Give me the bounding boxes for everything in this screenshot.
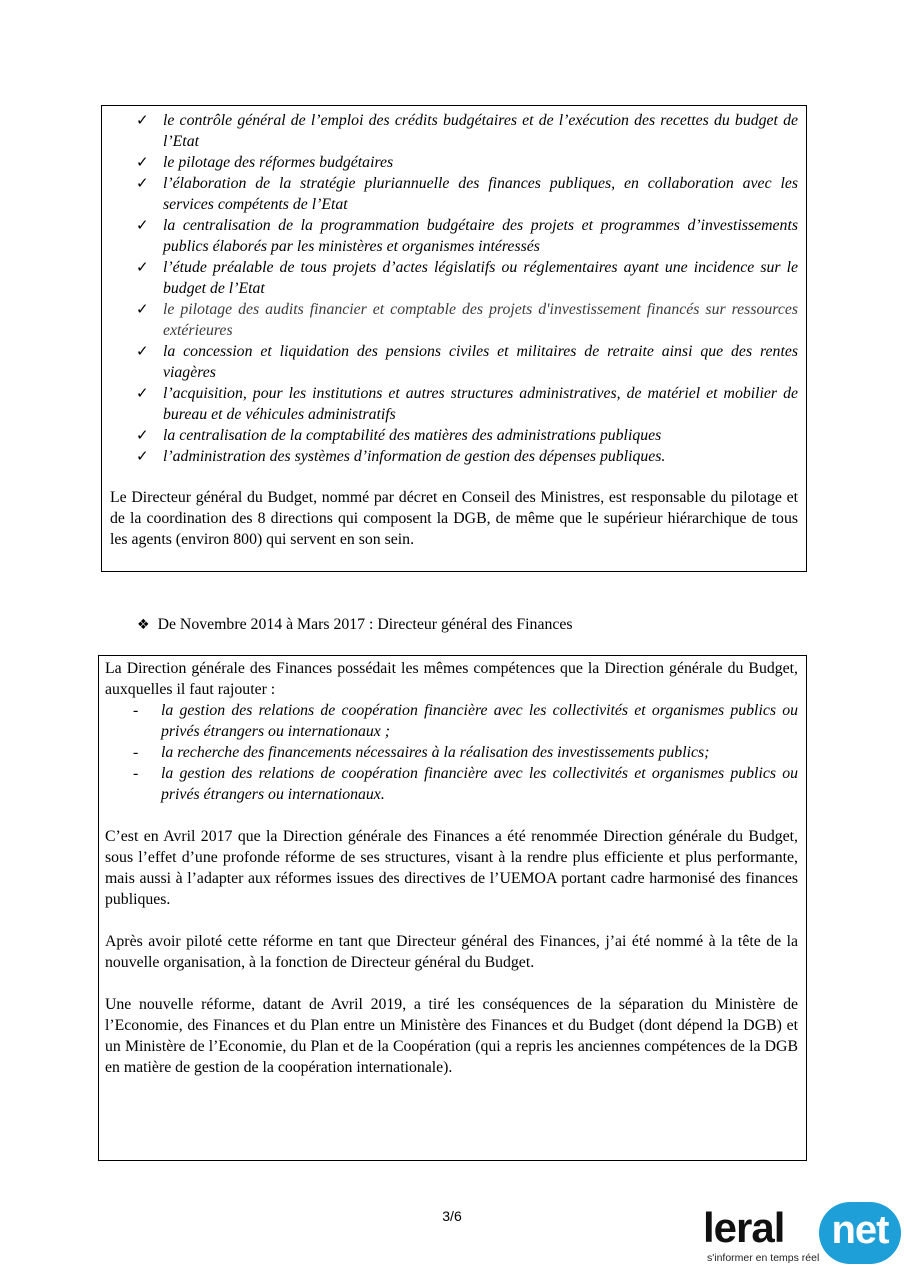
check-mark-icon: ✓	[136, 447, 149, 465]
dash-bullet: -	[133, 744, 139, 761]
check-mark-icon: ✓	[136, 426, 149, 444]
logo-tagline: s'informer en temps réel	[707, 1252, 820, 1264]
check-mark-icon: ✓	[136, 342, 149, 360]
section-heading-text: De Novembre 2014 à Mars 2017 : Directeur général des Finances	[157, 616, 573, 633]
list-item: ✓ l’élaboration de la stratégie pluriannuelle des finances publiques, en collaboration avec les services compétents de l’Etat	[136, 174, 798, 213]
list-item: ✓ la centralisation de la programmation budgétaire des projets et programmes d’investissements publics élaborés par les ministères et organismes intéressés	[136, 216, 798, 255]
check-mark-icon: ✓	[136, 384, 149, 402]
page-number: 3/6	[442, 1208, 462, 1224]
check-mark-icon: ✓	[136, 174, 149, 192]
list-item: - la gestion des relations de coopération financière avec les collectivités et organismes publics ou privés étrangers ou internationaux.	[133, 765, 798, 803]
list-item: ✓ le pilotage des audits financier et comptable des projets d'investissement financés sur ressources extérieures	[136, 300, 798, 339]
appointment-paragraph: Après avoir piloté cette réforme en tant que Directeur général des Finances, j’ai été nommé à la tête de la nouvelle organisation, à la fonction de Directeur général du Budget.	[105, 933, 798, 971]
dash-bullet: -	[133, 765, 139, 782]
section-heading	[137, 614, 573, 636]
new-reform-paragraph: Une nouvelle réforme, datant de Avril 2019, a tiré les conséquences de la séparation du Ministère de l’Economie, des Finances et du Plan entre un Ministère des Finances et du Budget (dont dépend la DGB) et un Ministère de l’Economie, du Plan et de la Coopération (qui a repris les anciennes compétences de la DGB en matière de gestion de la coopération internationale).	[105, 996, 798, 1076]
list-item: - la gestion des relations de coopération financière avec les collectivités et organismes publics ou privés étrangers ou internationaux ;	[133, 702, 798, 740]
check-mark-icon: ✓	[136, 153, 149, 171]
list-item: ✓ le contrôle général de l’emploi des crédits budgétaires et de l’exécution des recettes du budget de l’Etat	[136, 111, 798, 150]
logo-wordmark: leral	[703, 1204, 785, 1251]
logo-badge	[819, 1202, 901, 1264]
additional-competences-list	[105, 700, 798, 805]
competences-checklist	[136, 110, 798, 467]
check-mark-icon: ✓	[136, 258, 149, 276]
list-item: - la recherche des financements nécessaires à la réalisation des investissements publics;	[133, 744, 710, 761]
intro-paragraph: La Direction générale des Finances possédait les mêmes compétences que la Direction générale du Budget, auxquelles il faut rajouter :	[105, 660, 798, 698]
check-mark-icon: ✓	[136, 216, 149, 234]
check-mark-icon: ✓	[136, 300, 149, 318]
logo-badge-text: net	[831, 1208, 889, 1252]
list-item: ✓ le pilotage des réformes budgétaires	[136, 153, 394, 171]
reform-paragraph: C’est en Avril 2017 que la Direction générale des Finances a été renommée Direction générale du Budget, sous l’effet d’une profonde réforme de ses structures, visant à la rendre plus efficiente et plus performante, mais aussi à l’adapter aux réformes issues des directives de l’UEMOA portant cadre harmonisé des finances publiques.	[105, 828, 798, 908]
list-item: ✓ l’administration des systèmes d’information de gestion des dépenses publiques.	[136, 447, 666, 465]
four-diamond-bullet-icon: ❖	[137, 617, 150, 633]
list-item: ✓ l’étude préalable de tous projets d’actes législatifs ou réglementaires ayant une incidence sur le budget de l’Etat	[136, 258, 798, 297]
check-mark-icon: ✓	[136, 111, 149, 129]
list-item: ✓ la concession et liquidation des pensions civiles et militaires de retraite ainsi que des rentes viagères	[136, 342, 798, 381]
leralnet-logo	[703, 1202, 899, 1274]
director-responsibility-paragraph: Le Directeur général du Budget, nommé par décret en Conseil des Ministres, est responsable du pilotage et de la coordination des 8 directions qui composent la DGB, de même que le supérieur hiérarchique de tous les agents (environ 800) qui servent en son sein.	[110, 489, 798, 548]
list-item: ✓ l’acquisition, pour les institutions et autres structures administratives, de matériel et mobilier de bureau et de véhicules administratifs	[136, 384, 798, 423]
dash-bullet: -	[133, 702, 139, 719]
list-item: ✓ la centralisation de la comptabilité des matières des administrations publiques	[136, 426, 662, 444]
